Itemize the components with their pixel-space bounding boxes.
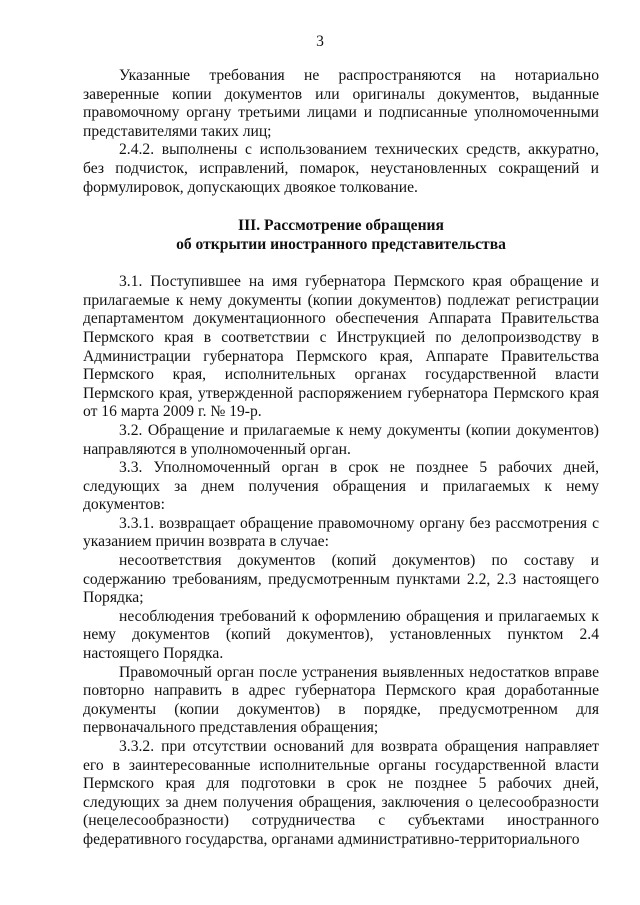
paragraph-noncompliance-content: несоответствия документов (копий документов) по составу и содержанию требованиям, предусмотренным пунктами 2.2, 2.3 настоящего Порядка; bbox=[83, 552, 599, 607]
section-heading-line-2: об открытии иностранного представительства bbox=[176, 236, 506, 254]
paragraph-notarial-exception: Указанные требования не распространяются на нотариально заверенные копии документов или оригиналы документов, выданные правомочному органу третьими лицами и подписанные уполномоченными представителями таких лиц; bbox=[83, 67, 599, 140]
paragraph-3-3-2: 3.3.2. при отсутствии оснований для возврата обращения направляет его в заинтересованные исполнительные органы государственной власти Пермского края для подготовки в срок не позднее 5 рабочих дней, следующих за днем получения обращения, заключения о целесообразности (нецелесообразности) сотрудничества с субъектами иностранного федеративного государства, органами административно-территориального bbox=[83, 738, 599, 848]
paragraph-3-3-1: 3.3.1. возвращает обращение правомочному органу без рассмотрения с указанием причин возврата в случае: bbox=[83, 514, 599, 551]
paragraph-3-2: 3.2. Обращение и прилагаемые к нему документы (копии документов) направляются в уполномоченный орган. bbox=[83, 421, 599, 458]
page-number: 3 bbox=[316, 33, 324, 50]
section-heading bbox=[83, 216, 599, 254]
paragraph-noncompliance-format: несоблюдения требований к оформлению обращения и прилагаемых к нему документов (копий документов), установленных пунктом 2.4 настоящего Порядка. bbox=[83, 607, 599, 663]
paragraph-2-4-2: 2.4.2. выполнены с использованием технических средств, аккуратно, без подчисток, исправлений, помарок, неустановленных сокращений и формулировок, допускающих двоякое толкование. bbox=[83, 141, 599, 196]
section-heading-line-1: III. Рассмотрение обращения bbox=[238, 217, 444, 235]
document-body bbox=[83, 67, 599, 850]
paragraph-3-1: 3.1. Поступившее на имя губернатора Пермского края обращение и прилагаемые к нему документы (копии документов) подлежат регистрации департаментом документационного обеспечения Аппарата Правительства Пермского края в соответствии с Инструкцией по делопроизводству в Администрации губернатора Пермского края, Аппарате Правительства Пермского края, исполнительных органах государственной власти Пермского края, утвержденной распоряжением губернатора Пермского края от 16 марта 2009 г. № 19-р. bbox=[83, 273, 599, 421]
paragraph-resubmission: Правомочный орган после устранения выявленных недостатков вправе повторно направить в адрес губернатора Пермского края доработанные документы (копии документов) в порядке, предусмотренном для первоначального представления обращения; bbox=[83, 663, 599, 737]
paragraph-3-3: 3.3. Уполномоченный орган в срок не позднее 5 рабочих дней, следующих за днем получения обращения и прилагаемых к нему документов: bbox=[83, 459, 599, 514]
